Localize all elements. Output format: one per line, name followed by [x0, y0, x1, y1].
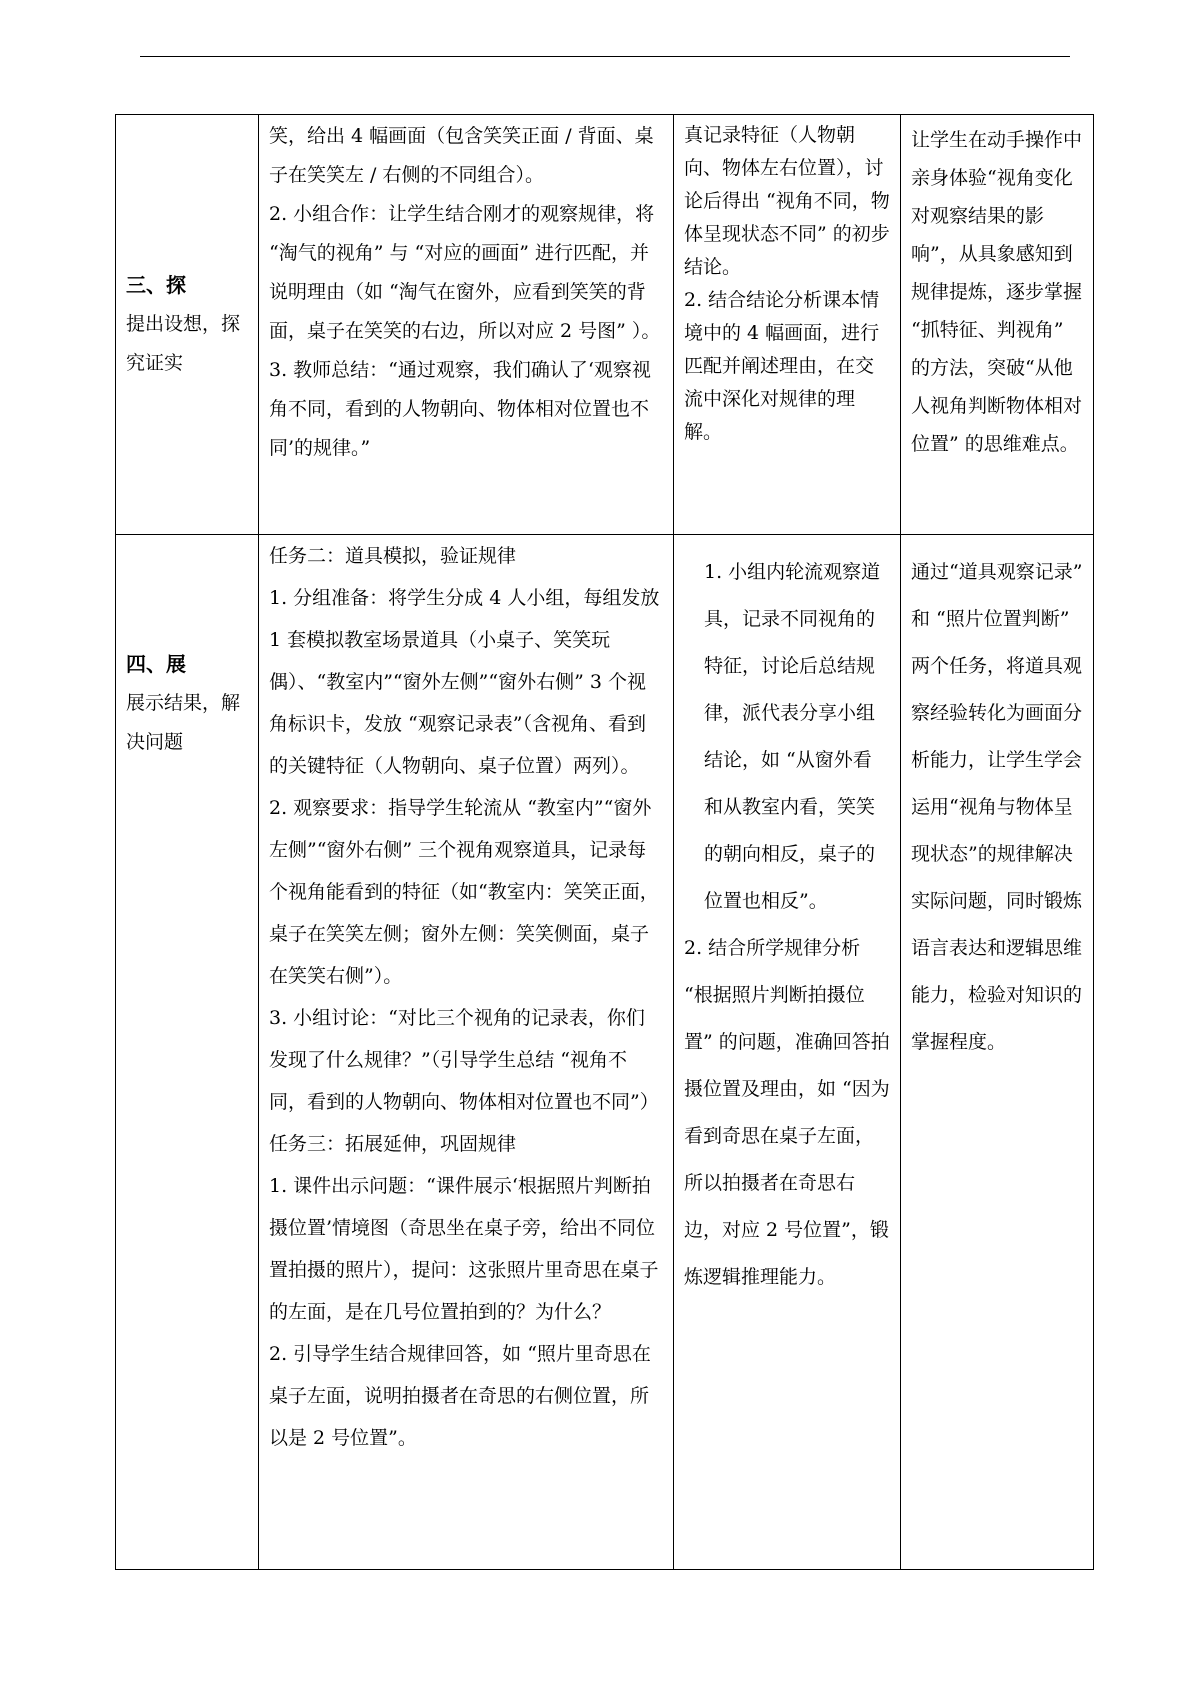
- table-row: [116, 535, 1094, 1570]
- stage-subtitle: 提出设想，探究证实: [126, 313, 241, 374]
- teacher-activity-cell: [259, 115, 674, 535]
- teacher-activity-cell: [259, 535, 674, 1570]
- student-paragraph: 1. 小组内轮流观察道具，记录不同视角的特征，讨论后总结规律，派代表分享小组结论，如 “从窗外看和从教室内看，笑笑的朝向相反，桌子的位置也相反”。: [704, 561, 881, 912]
- activity-paragraph: 1. 分组准备：将学生分成 4 人小组，每组发放 1 套模拟教室场景道具（小桌子、笑笑玩偶）、“教室内”“窗外左侧”“窗外右侧” 3 个视角标识卡，发放 “观察记录表”（含视角、看到的关键特征（人物朝向、桌子位置）两列）。: [269, 587, 660, 777]
- design-intent-cell: [901, 115, 1094, 535]
- activity-paragraph: 3. 教师总结：“通过观察，我们确认了‘观察视角不同，看到的人物朝向、物体相对位置也不同’的规律。”: [269, 359, 651, 459]
- stage-title: 四、展: [126, 652, 186, 676]
- student-activity-cell: [674, 115, 901, 535]
- stage-subtitle: 展示结果，解决问题: [126, 692, 241, 753]
- design-intent-cell: [901, 535, 1094, 1570]
- student-paragraph: 2. 结合所学规律分析 “根据照片判断拍摄位置” 的问题，准确回答拍摄位置及理由，如 “因为看到奇思在桌子左面，所以拍摄者在奇思右边，对应 2 号位置”，锻炼逻辑推理能力。: [684, 937, 890, 1288]
- stage-title: 三、探: [126, 273, 186, 297]
- student-paragraph: 2. 结合结论分析课本情境中的 4 幅画面，进行匹配并阐述理由，在交流中深化对规律的理解。: [684, 289, 880, 443]
- stage-cell: [116, 535, 259, 1570]
- intent-paragraph: 让学生在动手操作中亲身体验“视角变化对观察结果的影响”，从具象感知到规律提炼，逐步掌握 “抓特征、判视角” 的方法，突破“从他人视角判断物体相对位置” 的思维难点。: [911, 129, 1083, 455]
- activity-paragraph: 1. 课件出示问题：“课件展示‘根据照片判断拍摄位置’情境图（奇思坐在桌子旁，给出不同位置拍摄的照片），提问：这张照片里奇思在桌子的左面，是在几号位置拍到的？为什么？: [269, 1175, 659, 1323]
- activity-paragraph: 2. 引导学生结合规律回答，如 “照片里奇思在桌子左面，说明拍摄者在奇思的右侧位置，所以是 2 号位置”。: [269, 1343, 651, 1449]
- student-paragraph: 真记录特征（人物朝向、物体左右位置），讨论后得出 “视角不同，物体呈现状态不同” 的初步结论。: [684, 124, 890, 278]
- activity-paragraph: 任务三：拓展延伸，巩固规律: [269, 1133, 517, 1155]
- activity-paragraph: 任务二：道具模拟，验证规律: [269, 545, 517, 567]
- activity-paragraph: 3. 小组讨论：“对比三个视角的记录表，你们发现了什么规律？”（引导学生总结 “视角不同，看到的人物朝向、物体相对位置也不同”）: [269, 1007, 659, 1113]
- activity-paragraph: 2. 小组合作：让学生结合刚才的观察规律，将 “淘气的视角” 与 “对应的画面” 进行匹配，并说明理由（如 “淘气在窗外，应看到笑笑的背面，桌子在笑笑的右边，所以对应 2 号图” ）。: [269, 203, 661, 342]
- activity-paragraph: 笑，给出 4 幅画面（包含笑笑正面 / 背面、桌子在笑笑左 / 右侧的不同组合）。: [269, 125, 654, 186]
- student-activity-cell: [674, 535, 901, 1570]
- header-rule: [140, 56, 1070, 57]
- stage-cell: [116, 115, 259, 535]
- intent-paragraph: 通过“道具观察记录” 和 “照片位置判断” 两个任务，将道具观察经验转化为画面分析能力，让学生学会运用“视角与物体呈现状态”的规律解决实际问题，同时锻炼语言表达和逻辑思维能力，检验对知识的掌握程度。: [911, 561, 1083, 1053]
- lesson-plan-table: [115, 114, 1094, 1570]
- table-row: [116, 115, 1094, 535]
- activity-paragraph: 2. 观察要求：指导学生轮流从 “教室内”“窗外左侧”“窗外右侧” 三个视角观察道具，记录每个视角能看到的特征（如“教室内：笑笑正面，桌子在笑笑左侧；窗外左侧：笑笑侧面，桌子在笑笑右侧”）。: [269, 797, 659, 987]
